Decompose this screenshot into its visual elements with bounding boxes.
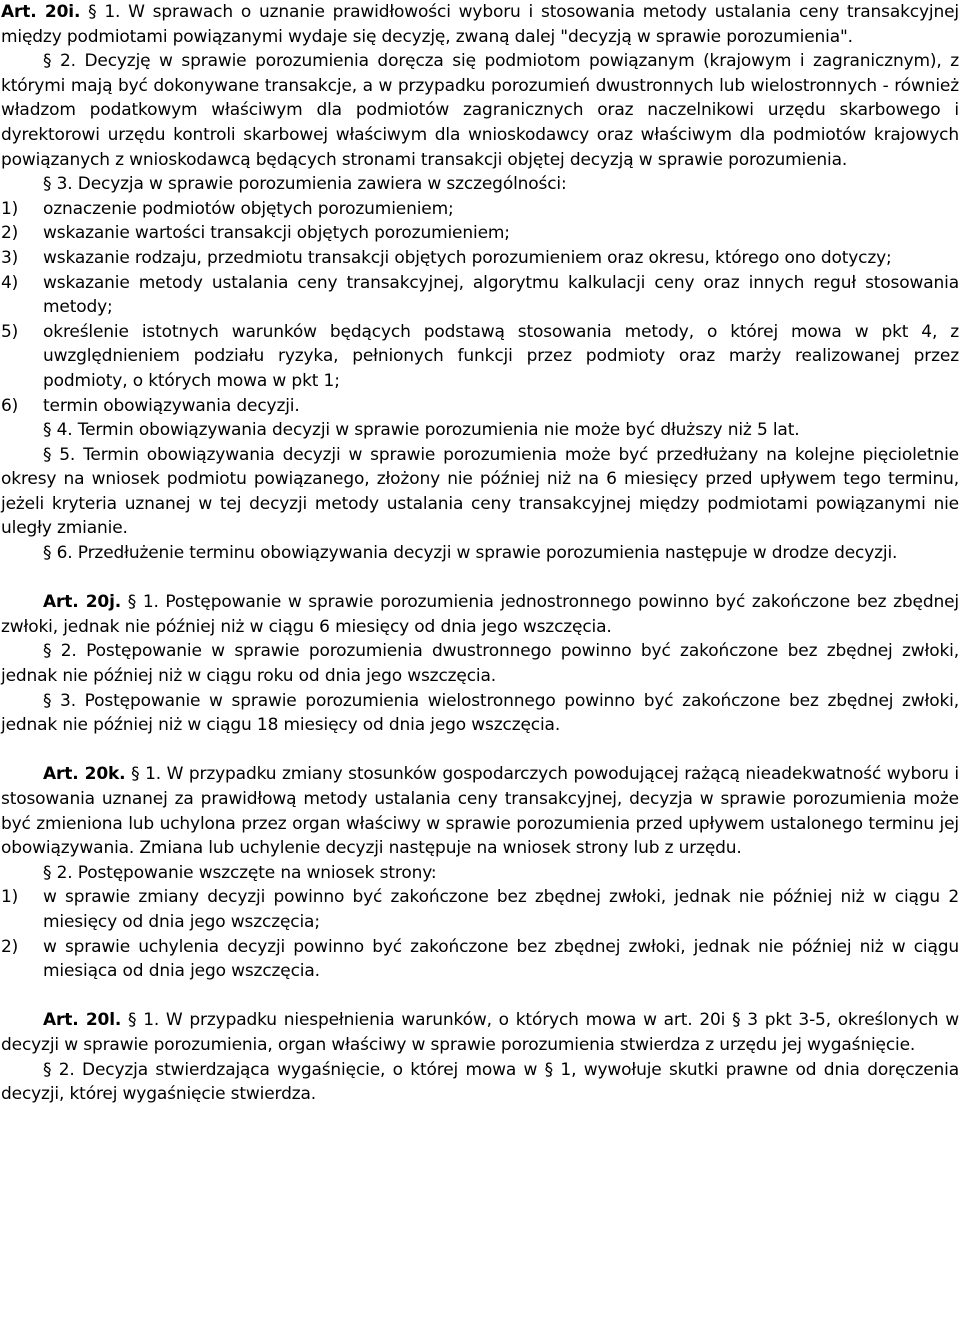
art-20i-par-4: § 4. Termin obowiązywania decyzji w sprawie porozumienia nie może być dłuższy niż 5 lat. [43, 420, 800, 441]
list-number: 3) [1, 247, 19, 268]
paragraph-text: § 1. W przypadku niespełnienia warunków, o których mowa w art. 20i § 3 pkt 3-5, określonych w decyzji w sprawie porozumienia, organ właściwy w sprawie porozumienia stwierdza z urzędu jej wygaśnięcie. [1, 1010, 959, 1055]
art-20i-par-1 [1, 0, 959, 49]
list-item [1, 197, 959, 222]
article-number: Art. 20i. [1, 2, 81, 22]
list-text: w sprawie zmiany decyzji powinno być zakończone bez zbędnej zwłoki, jednak nie później niż w ciągu 2 miesięcy od dnia jego wszczęcia; [43, 887, 959, 932]
art-20j-par-1 [1, 590, 959, 639]
list-item [1, 221, 959, 246]
art-20i-par-5: § 5. Termin obowiązywania decyzji w sprawie porozumienia może być przedłużany na kolejne pięcioletnie okresy na wniosek podmiotu powiązanego, złożony nie później niż na 6 miesięcy przed upływem tego terminu, jeżeli kryteria uznanej w tej decyzji metody ustalania ceny transakcyjnej między podmiotami powiązanymi nie uległy zmianie. [1, 444, 959, 539]
list-text: wskazanie metody ustalania ceny transakcyjnej, algorytmu kalkulacji ceny oraz innych reguł stosowania metody; [43, 272, 959, 318]
list-number: 4) [1, 272, 19, 293]
paragraph-text: § 1. W przypadku zmiany stosunków gospodarczych powodującej rażącą nieadekwatność wyboru i stosowania uznanej za prawidłową metody ustalania ceny transakcyjnej, decyzja w sprawie porozumienia może być zmieniona lub uchylona przez organ właściwy w sprawie porozumienia przed upływem ustalonego terminu jej obowiązywania. Zmiana lub uchylenie decyzji następuje na wniosek strony lub z urzędu. [1, 764, 959, 859]
article-number: Art. 20l. [43, 1010, 122, 1031]
art-20j-par-3: § 3. Postępowanie w sprawie porozumienia wielostronnego powinno być zakończone bez zbędnej zwłoki, jednak nie później niż w ciągu 18 miesięcy od dnia jego wszczęcia. [1, 690, 959, 736]
list-item [1, 320, 959, 394]
art-20l-par-1 [1, 1008, 959, 1057]
paragraph-text: § 1. W sprawach o uznanie prawidłowości wyboru i stosowania metody ustalania ceny transakcyjnej między podmiotami powiązanymi wydaje się decyzję, zwaną dalej "decyzją w sprawie porozumienia". [1, 2, 959, 47]
art-20i-par-3: § 3. Decyzja w sprawie porozumienia zawiera w szczególności: [43, 174, 567, 195]
list-number: 1) [1, 198, 19, 219]
art-20k-par-2: § 2. Postępowanie wszczęte na wniosek strony: [43, 862, 437, 883]
list-number: 2) [1, 223, 19, 244]
list-text: wskazanie rodzaju, przedmiotu transakcji objętych porozumieniem oraz okresu, którego ono dotyczy; [43, 247, 892, 268]
list-text: termin obowiązywania decyzji. [43, 395, 300, 416]
art-20k-par-1 [1, 762, 959, 860]
list-item [1, 271, 959, 320]
art-20i-par-6: § 6. Przedłużenie terminu obowiązywania decyzji w sprawie porozumienia następuje w drodze decyzji. [43, 543, 898, 564]
list-text: w sprawie uchylenia decyzji powinno być zakończone bez zbędnej zwłoki, jednak nie później niż w ciągu miesiąca od dnia jego wszczęcia. [43, 936, 959, 982]
art-20i-par-2: § 2. Decyzję w sprawie porozumienia doręcza się podmiotom powiązanym (krajowym i zagranicznym), z którymi mają być dokonywane transakcje, a w przypadku porozumień dwustronnych lub wielostronnych - również władzom podatkowym właściwym dla podmiotów zagranicznych oraz naczelnikowi urzędu skarbowego i dyrektorowi urzędu kontroli skarbowej właściwym dla wnioskodawcy oraz właściwym dla podmiotów krajowych powiązanych z wnioskodawcą będących stronami transakcji objętej decyzją w sprawie porozumienia. [1, 51, 959, 170]
article-number: Art. 20k. [43, 764, 126, 785]
list-item [1, 935, 959, 984]
list-text: określenie istotnych warunków będących podstawą stosowania metody, o której mowa w pkt 4, z uwzględnieniem podziału ryzyka, pełnionych funkcji przez podmioty oraz marży realizowanej przez podmioty, o których mowa w pkt 1; [43, 321, 959, 391]
list-item [1, 394, 959, 419]
art-20l-par-2: § 2. Decyzja stwierdzająca wygaśnięcie, o której mowa w § 1, wywołuje skutki prawne od dnia doręczenia decyzji, której wygaśnięcie stwierdza. [1, 1059, 959, 1105]
art-20j-par-2: § 2. Postępowanie w sprawie porozumienia dwustronnego powinno być zakończone bez zbędnej zwłoki, jednak nie później niż w ciągu roku od dnia jego wszczęcia. [1, 641, 959, 687]
list-number: 2) [1, 936, 19, 957]
list-item [1, 246, 959, 271]
article-number: Art. 20j. [43, 592, 122, 613]
list-text: oznaczenie podmiotów objętych porozumieniem; [43, 198, 454, 219]
list-number: 5) [1, 321, 19, 342]
list-text: wskazanie wartości transakcji objętych porozumieniem; [43, 223, 510, 244]
paragraph-text: § 1. Postępowanie w sprawie porozumienia jednostronnego powinno być zakończone bez zbędnej zwłoki, jednak nie później niż w ciągu 6 miesięcy od dnia jego wszczęcia. [1, 592, 959, 637]
list-number: 6) [1, 395, 19, 416]
list-item [1, 885, 959, 934]
list-number: 1) [1, 887, 19, 908]
